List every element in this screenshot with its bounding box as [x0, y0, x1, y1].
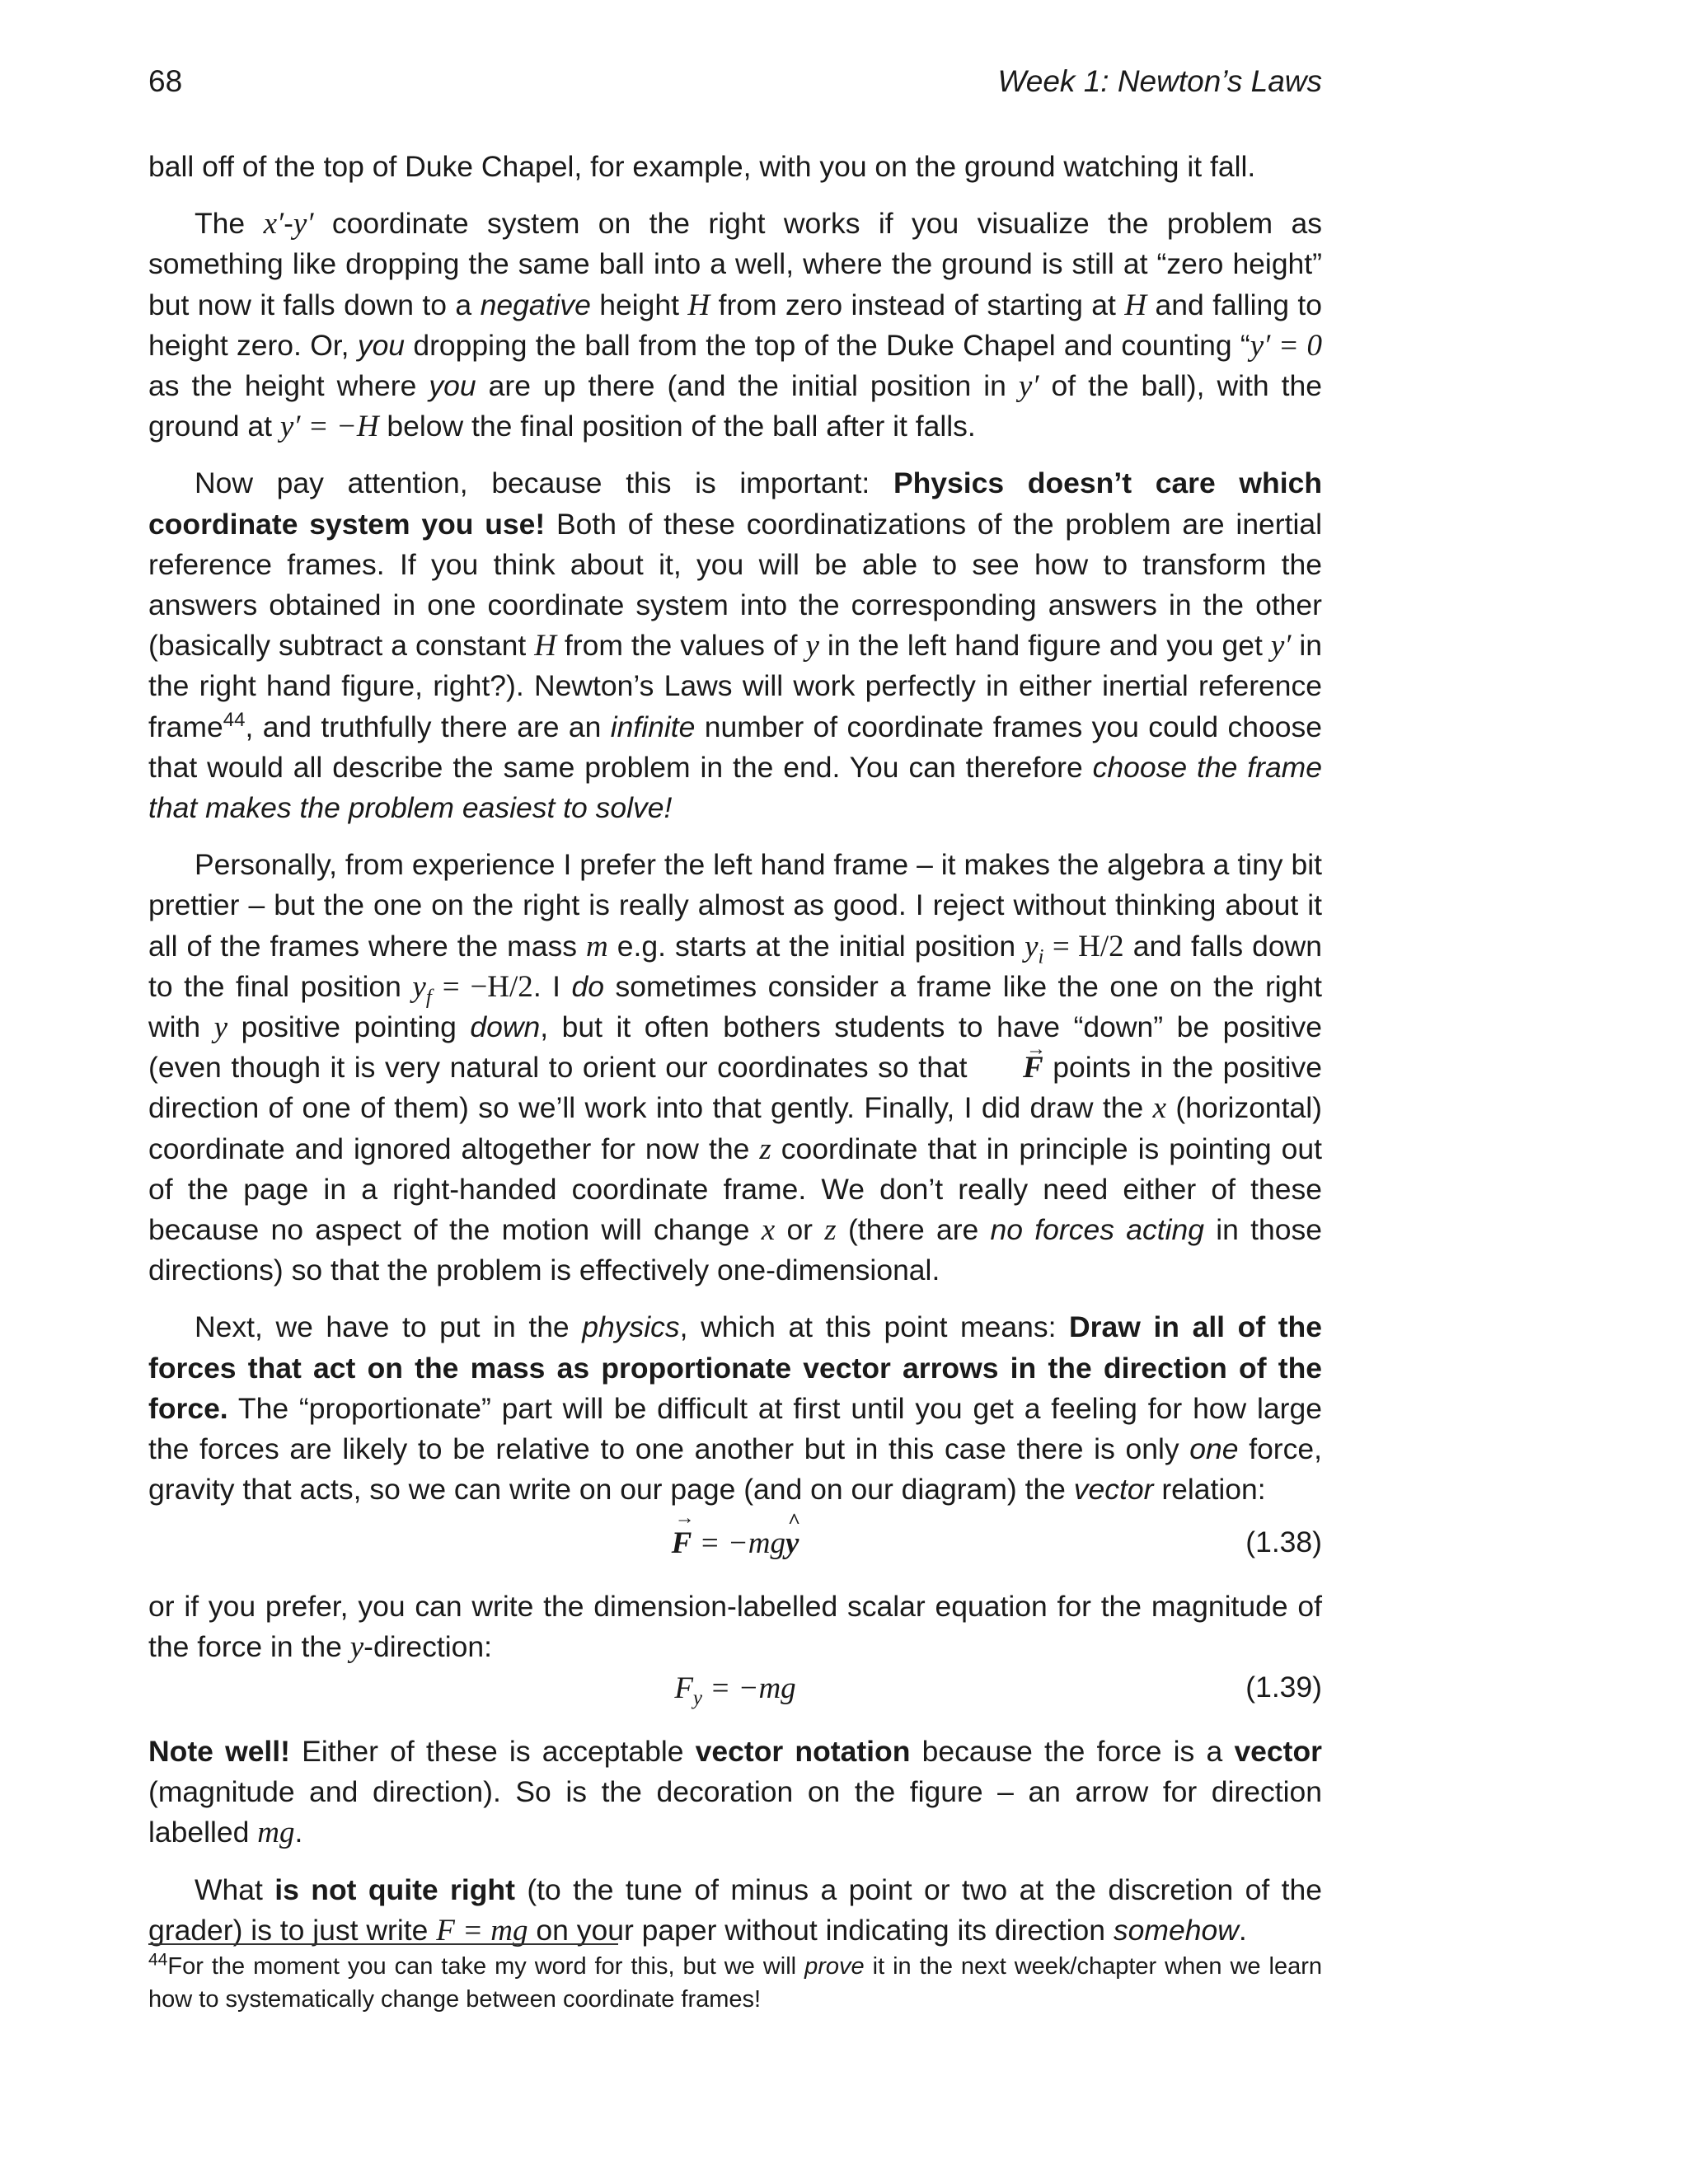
page-header: [148, 64, 1322, 105]
body-text: [148, 147, 1323, 1970]
page-number: 68: [148, 64, 183, 98]
running-head: Week 1: Newton’s Laws: [997, 64, 1322, 98]
paragraph-6: or if you prefer, you can write the dimension-labelled scalar equation for the magnitude of the force in the y-direction:: [148, 1589, 1322, 1664]
paragraph-4: Personally, from experience I prefer the left hand frame – it makes the algebra a tiny bit prettier – but the one on the right is really almost as good. I reject without thinking about it all of the frames where the mass m e.g. starts at the initial position $y_i = H/2$ and falls down to the final position $y_f = -H/2$. I do sometimes consider a frame like the one on the right with y positive pointing down, but it often bothers students to have “down” be positive (even though it is very natural to orient our coordinates so that → F points in the positive direction of one of them) so we’ll work into that gently. Finally, I did draw the x (horizontal) coordinate and ignored altogether for now the z coordinate that in principle is pointing out of the page in a right-handed coordinate frame. We don’t really need either of these because no aspect of the motion will change x or z (there are no forces acting in those directions) so that the problem is effectively one-dimensional.: [148, 845, 1322, 1291]
equation-1-39: $F_y = -mg$ (1.39): [674, 1670, 1322, 1709]
equation-number: (1.39): [1245, 1670, 1322, 1704]
footnote-mark: 44: [148, 1950, 168, 1970]
unit-vector-y-hat: ^ y: [785, 1526, 799, 1561]
math-yi: $y_i = H/2$: [1025, 929, 1124, 968]
footnote-reference[interactable]: 44: [223, 708, 246, 731]
equation-number: (1.38): [1245, 1525, 1322, 1558]
math-y-prime: y′: [293, 207, 314, 241]
paragraph-5: Next, we have to put in the physics, which at this point means: Draw in all of the forces that act on the mass as proportionate vector arrows in the direction of the force. The “proportionate” part will be difficult at first until you get a feeling for how large the forces are likely to be relative to one another but in this case there is only one force, gravity that acts, so we can write on our page (and on our diagram) the vector relation:: [148, 1310, 1322, 1507]
paragraph-7: Note well! Either of these is acceptable vector notation because the force is a vector (magnitude and direction). So is the decoration on the figure – an arrow for direction labelled mg.: [148, 1734, 1322, 1850]
vector-F: → F: [672, 1526, 692, 1561]
emphasis-draw-forces: Draw in all of the forces that act on the mass as proportionate vector arrows in the direction of the force.: [148, 1310, 1322, 1425]
footnote-rule: [148, 1943, 618, 1945]
paragraph-3: Now pay attention, because this is important: Physics doesn’t care which coordinate system you use! Both of these coordinatizations of the problem are inertial reference frames. If you think about it, you will be able to see how to transform the answers obtained in one coordinate system into the corresponding answers in the other (basically subtract a constant H from the values of y in the left hand figure and you get y′ in the right hand figure, right?). Newton’s Laws will work perfectly in either inertial reference frame$^{44}$, and truthfully there are an infinite number of coordinate frames you could choose that would all describe the same problem in the end. You can therefore choose the frame that makes the problem easiest to solve!: [148, 466, 1323, 825]
paragraph-2: The x′-y′ coordinate system on the right works if you visualize the problem as something like dropping the same ball into a well, where the ground is still at “zero height” but now it falls down to a negative height H from zero instead of starting at H and falling to height zero. Or, you dropping the ball from the top of the Duke Chapel and counting “y′ = 0 as the height where you are up there (and the initial position in y′ of the ball), with the ground at y′ = −H below the final position of the ball after it falls.: [148, 207, 1323, 444]
math-x-prime: x′: [263, 207, 284, 241]
paragraph-8: What is not quite right (to the tune of minus a point or two at the discretion of the grader) is to just write F = mg on your paper without indicating its direction somehow.: [148, 1872, 1322, 1947]
math-yf: $y_f = -H/2$: [412, 969, 533, 1009]
emphasis-note-well: Note well!: [148, 1734, 290, 1768]
page: [148, 0, 1322, 2184]
equation-1-38: → F = −mg^ y (1.38): [148, 1522, 1322, 1575]
footnote-44: $^{44}$For the moment you can take my word for this, but we will prove it in the next week/chapter when we learn how to systematically change between coordinate frames!: [148, 1950, 1323, 2013]
paragraph-1: ball off of the top of Duke Chapel, for example, with you on the ground watching it fall.: [148, 150, 1256, 183]
emphasis-physics-doesnt-care: Physics doesn’t care which coordinate system you use!: [148, 466, 1323, 541]
vector-F: → F: [977, 1047, 1043, 1088]
